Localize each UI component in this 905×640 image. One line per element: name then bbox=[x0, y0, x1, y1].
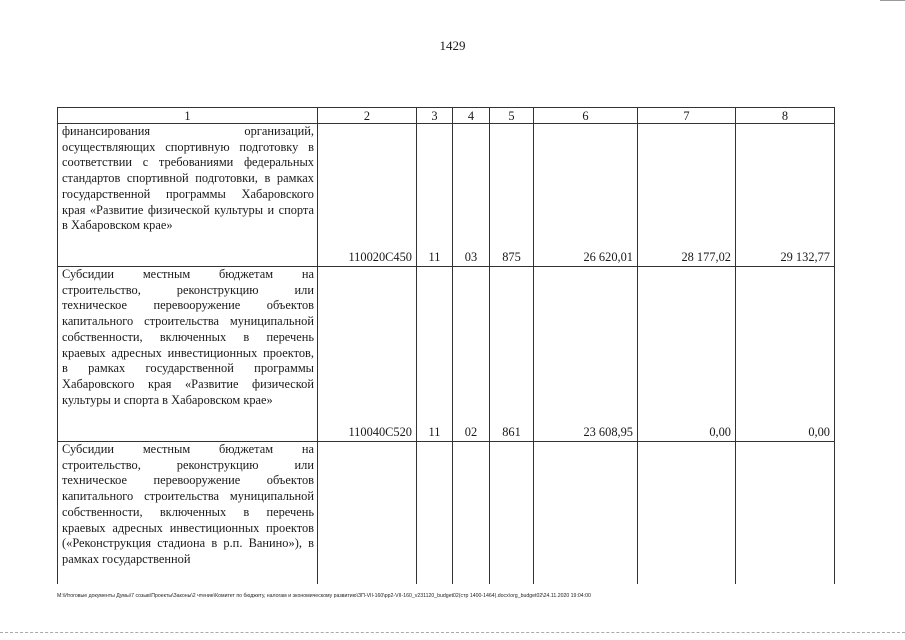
row-amount-col6 bbox=[534, 442, 638, 585]
row-amount-col7 bbox=[638, 442, 736, 585]
row-expense-type: 875 bbox=[490, 124, 534, 267]
table-row bbox=[58, 267, 835, 442]
row-amount-col8: 29 132,77 bbox=[736, 124, 835, 267]
header-cell: 1 bbox=[58, 108, 318, 124]
row-amount-col7: 0,00 bbox=[638, 267, 736, 442]
scan-bottom-edge bbox=[0, 632, 905, 633]
header-cell: 7 bbox=[638, 108, 736, 124]
row-section: 11 bbox=[417, 267, 453, 442]
header-cell: 6 bbox=[534, 108, 638, 124]
header-cell: 2 bbox=[318, 108, 417, 124]
row-target-code: 110040С520 bbox=[318, 267, 417, 442]
row-amount-col8 bbox=[736, 442, 835, 585]
table-row bbox=[58, 442, 835, 585]
table-header-row bbox=[58, 108, 835, 124]
row-amount-col7: 28 177,02 bbox=[638, 124, 736, 267]
row-description: финансирования организаций, осуществляющих спортивную подготовку в соответствии с требованиями федеральных стандартов спортивной подготовки, в рамках государственной программы Хабаровского края «Развитие физической культуры и спорта в Хабаровском крае» bbox=[58, 124, 318, 267]
table-row bbox=[58, 124, 835, 267]
header-cell: 4 bbox=[453, 108, 490, 124]
row-description: Субсидии местным бюджетам на строительство, реконструкцию или техническое перевооружение объектов капитального строительства муниципальной собственности, включенных в перечень краевых адресных инвестиционных проектов («Реконструкция стадиона в р.п. Ванино»), в рамках государственной bbox=[58, 442, 318, 585]
row-amount-col6: 23 608,95 bbox=[534, 267, 638, 442]
row-expense-type: 861 bbox=[490, 267, 534, 442]
row-target-code bbox=[318, 442, 417, 585]
row-description: Субсидии местным бюджетам на строительство, реконструкцию или техническое перевооружение объектов капитального строительства муниципальной собственности, включенных в перечень краевых адресных инвестиционных проектов, в рамках государственной программы Хабаровского края «Развитие физической культуры и спорта в Хабаровском крае» bbox=[58, 267, 318, 442]
row-amount-col6: 26 620,01 bbox=[534, 124, 638, 267]
scan-edge-mark bbox=[880, 0, 905, 2]
header-cell: 3 bbox=[417, 108, 453, 124]
header-cell: 8 bbox=[736, 108, 835, 124]
row-section bbox=[417, 442, 453, 585]
row-subsection bbox=[453, 442, 490, 585]
header-cell: 5 bbox=[490, 108, 534, 124]
row-amount-col8: 0,00 bbox=[736, 267, 835, 442]
row-subsection: 03 bbox=[453, 124, 490, 267]
budget-table bbox=[57, 107, 835, 584]
page-number: 1429 bbox=[439, 38, 466, 53]
row-expense-type bbox=[490, 442, 534, 585]
document-path-footer: М:\Итоговые документы Думы\7 созыв\Проекты\Законы\2 чтение\Комитет по бюджету, налогам и экономическому развитию\ЗП-VII-160\pp2-VII-160_v231120_budget02(стр 1400-1464).docx\org_budget02\24.11.2020 19:04:00 bbox=[57, 593, 591, 599]
row-target-code: 110020С450 bbox=[318, 124, 417, 267]
row-section: 11 bbox=[417, 124, 453, 267]
row-subsection: 02 bbox=[453, 267, 490, 442]
